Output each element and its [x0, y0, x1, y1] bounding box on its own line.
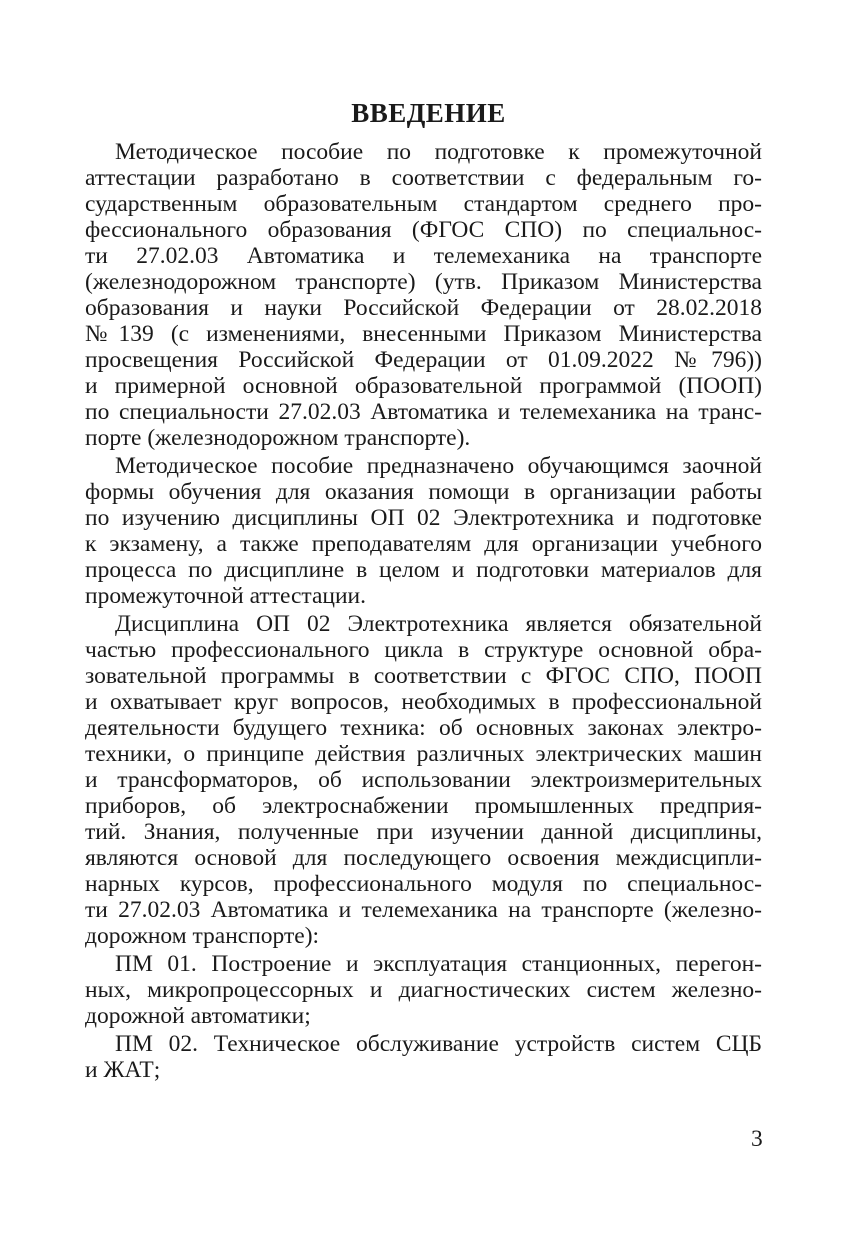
text-line: ПМ 01. Построение и эксплуатация станционных, перегон-	[115, 951, 762, 977]
text-line: и трансформаторов, об использовании электроизмерительных	[85, 767, 762, 793]
text-line: деятельности будущего техника: об основных законах электро-	[85, 715, 762, 741]
text-line: являются основой для последующего освоения междисципли-	[85, 845, 762, 871]
text-line: к экзамену, а также преподавателям для организации учебного	[85, 531, 762, 557]
text-line: техники, о принципе действия различных электрических машин	[85, 741, 762, 767]
text-line: частью профессионального цикла в структуре основной обра-	[85, 637, 762, 663]
text-line: тий. Знания, полученные при изучении данной дисциплины,	[85, 819, 762, 845]
paragraph	[85, 139, 762, 451]
page-number: 3	[751, 1126, 763, 1152]
text-line: нарных курсов, профессионального модуля по специальнос-	[85, 871, 762, 897]
text-line: порте (железнодорожном транспорте).	[85, 425, 471, 451]
text-line: ти 27.02.03 Автоматика и телемеханика на транспорте (железно-	[85, 897, 762, 923]
text-line: и ЖАТ;	[85, 1057, 161, 1083]
text-line: образования и науки Российской Федерации от 28.02.2018	[85, 295, 762, 321]
page-title: ВВЕДЕНИЕ	[351, 98, 506, 128]
text-line: №139 (с изменениями, внесенными Приказом Министерства	[85, 321, 762, 347]
text-line: по специальности 27.02.03 Автоматика и телемеханика на транс-	[85, 399, 762, 425]
text-line: и охватывает круг вопросов, необходимых в профессиональной	[85, 689, 762, 715]
text-line: ПМ 02. Техническое обслуживание устройств систем СЦБ	[115, 1031, 762, 1057]
text-line: дорожной автоматики;	[85, 1003, 311, 1029]
paragraph	[85, 611, 762, 949]
paragraph	[85, 453, 762, 609]
text-line: промежуточной аттестации.	[85, 583, 367, 609]
text-line: аттестации разработано в соответствии с федеральным го-	[85, 165, 762, 191]
text-line: и примерной основной образовательной программой (ПООП)	[85, 373, 762, 399]
text-line: по изучению дисциплины ОП 02 Электротехника и подготовке	[85, 505, 762, 531]
text-line: сударственным образовательным стандартом среднего про-	[85, 191, 762, 217]
text-line: Дисциплина ОП 02 Электротехника является обязательной	[115, 611, 762, 637]
text-line: дорожном транспорте):	[85, 923, 320, 949]
paragraph	[85, 951, 762, 1029]
text-line: формы обучения для оказания помощи в организации работы	[85, 479, 762, 505]
paragraph	[85, 1031, 762, 1083]
text-line: (железнодорожном транспорте) (утв. Приказом Министерства	[85, 269, 762, 295]
text-line: ти 27.02.03 Автоматика и телемеханика на транспорте	[85, 243, 762, 269]
text-line: просвещения Российской Федерации от 01.09.2022 №796))	[85, 347, 762, 373]
text-line: Методическое пособие по подготовке к промежуточной	[115, 139, 762, 165]
text-line: Методическое пособие предназначено обучающимся заочной	[115, 453, 762, 479]
text-line: приборов, об электроснабжении промышленных предприя-	[85, 793, 762, 819]
document-body	[85, 137, 762, 1083]
text-line: процесса по дисциплине в целом и подготовки материалов для	[85, 557, 762, 583]
text-line: зовательной программы в соответствии с ФГОС СПО, ПООП	[85, 663, 762, 689]
text-line: ных, микропроцессорных и диагностических систем железно-	[85, 977, 762, 1003]
text-line: фессионального образования (ФГОС СПО) по специальнос-	[85, 217, 762, 243]
